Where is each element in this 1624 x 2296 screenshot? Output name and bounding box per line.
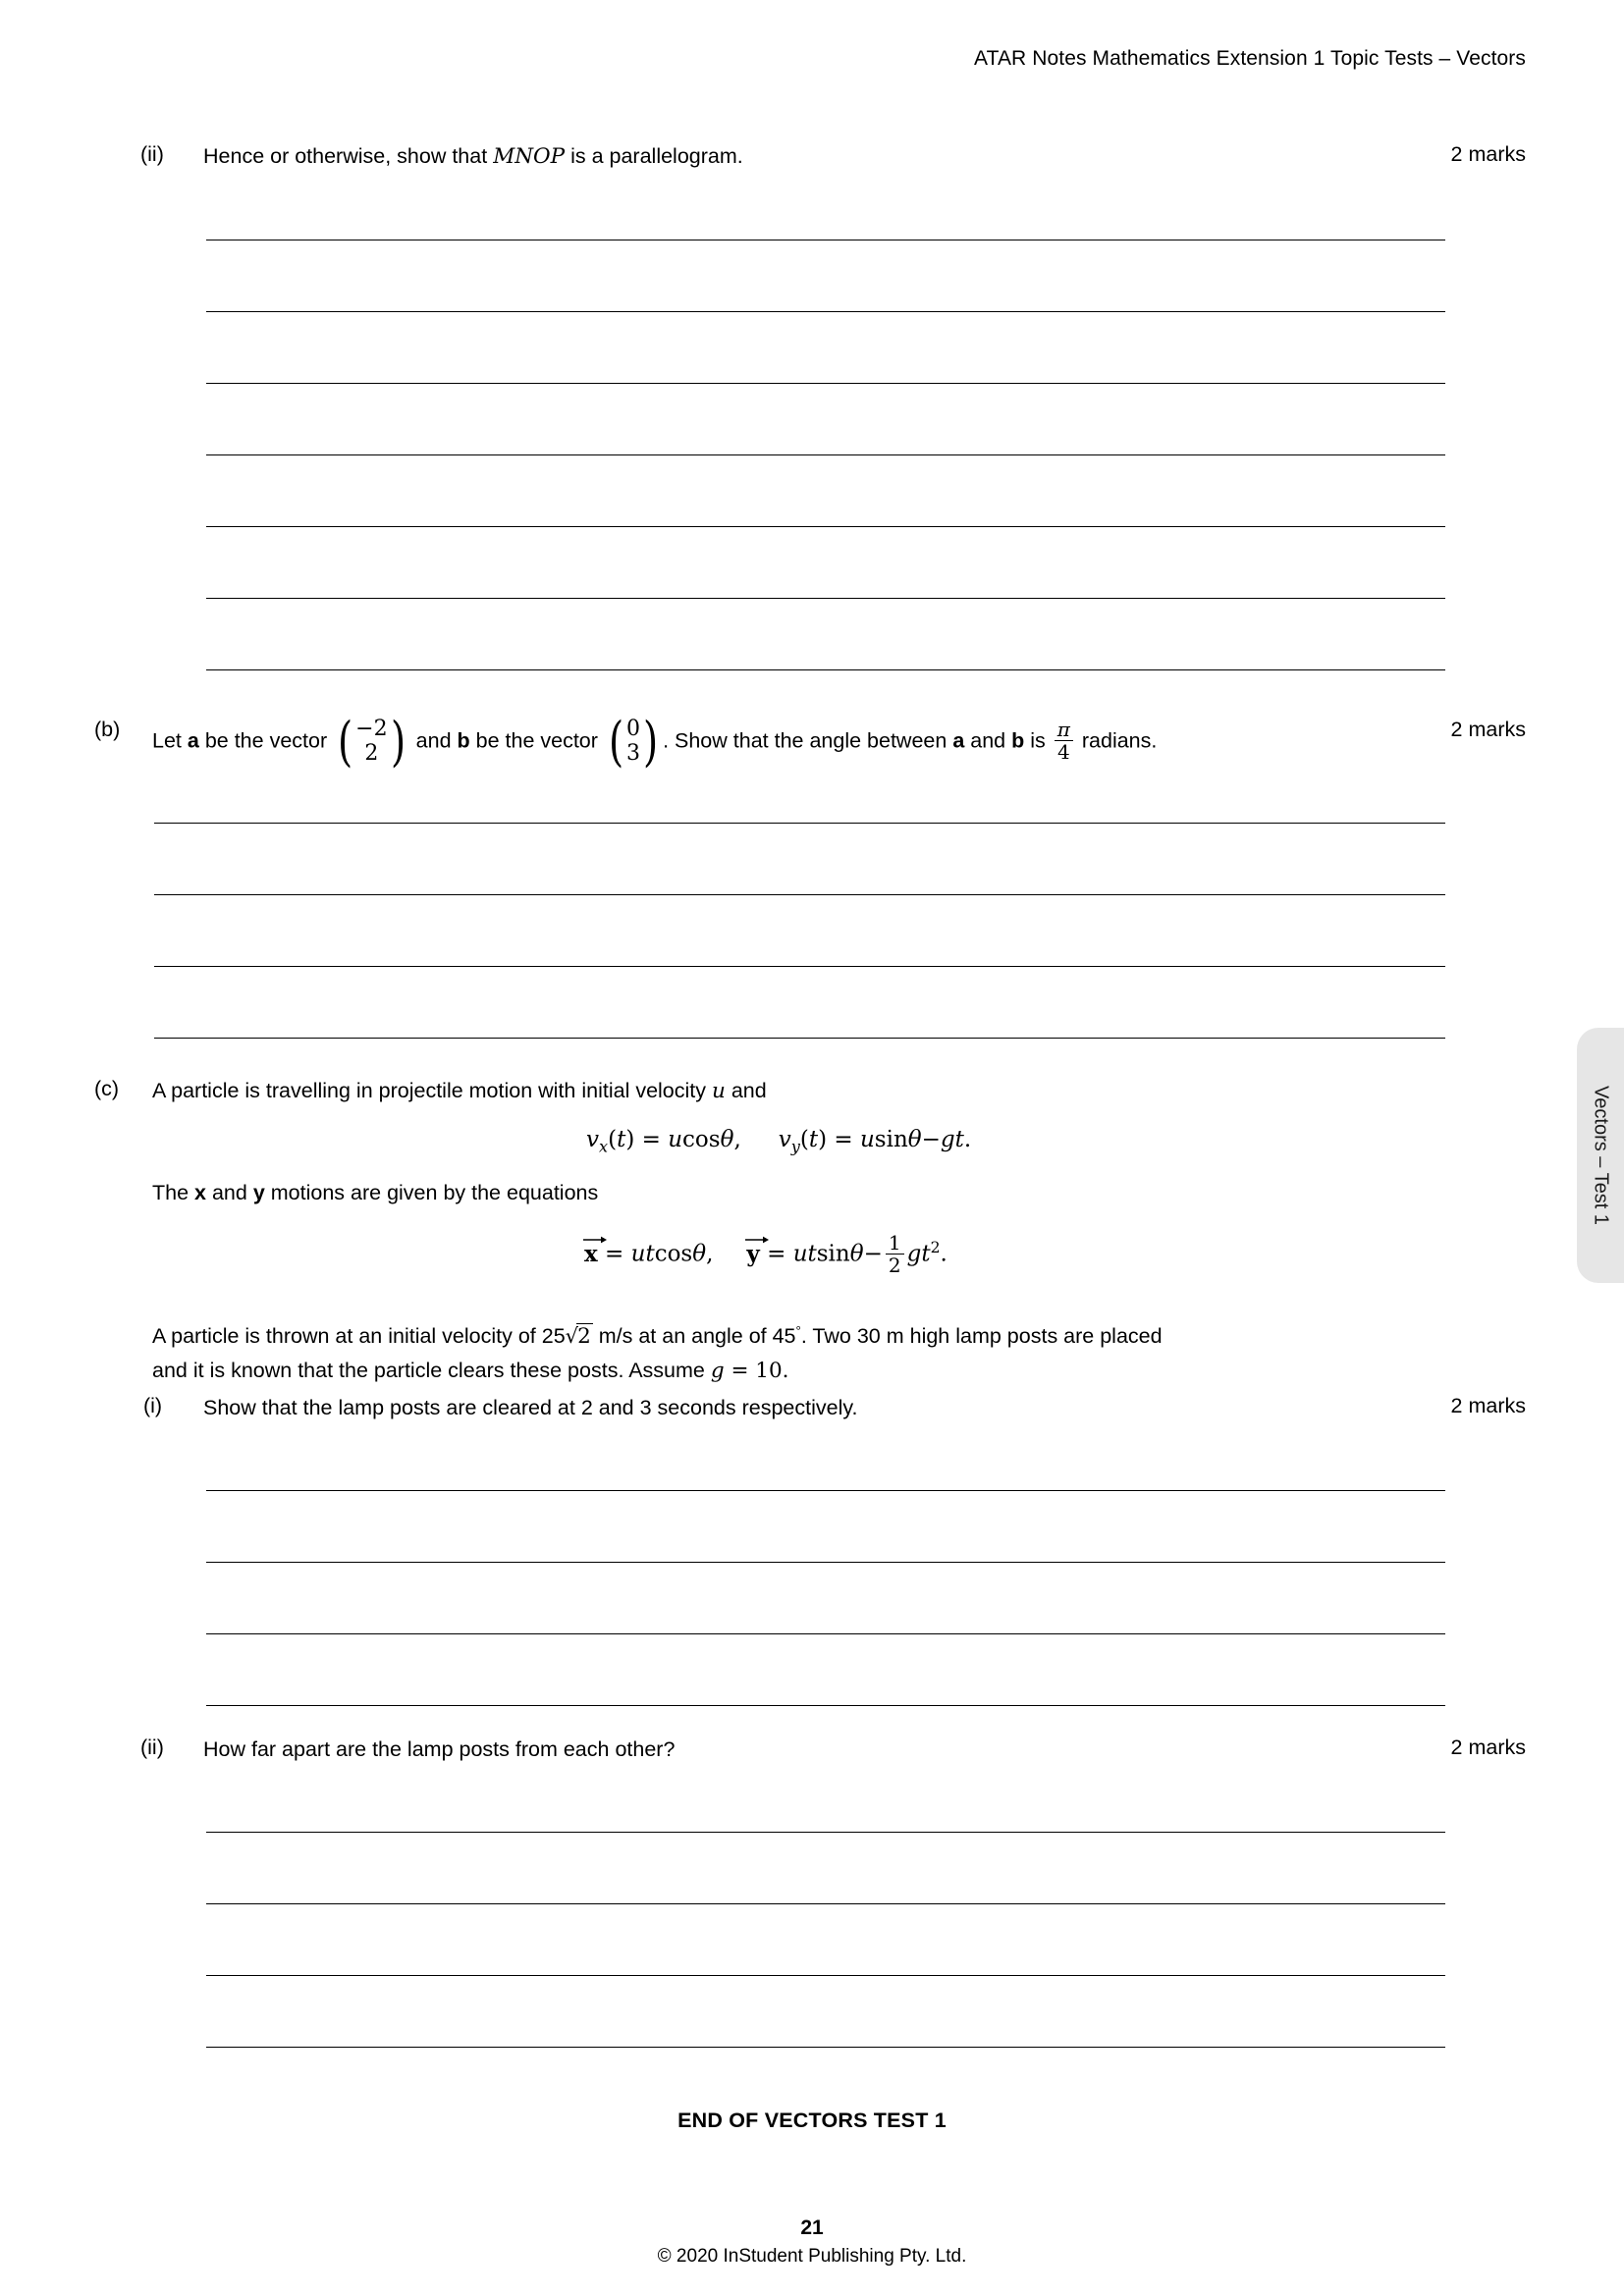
eq2-y: y [746,1240,760,1267]
answer-line [206,1705,1445,1706]
question-b-mid2: and [409,728,458,753]
motion-y-label: y [252,1181,265,1204]
eq1-theta-2: θ [907,1127,922,1152]
fraction-denominator: 4 [1055,740,1073,763]
eq1-t: t [617,1127,626,1152]
question-b-mid5: and [964,728,1012,753]
eq2-theta-2: θ [849,1241,864,1267]
eq1-sub-y: y [790,1137,800,1156]
eq1-equals-2: = [827,1127,860,1152]
marks-b: 2 marks [1450,718,1526,741]
left-paren: ( [338,710,353,773]
motion-x-label: x [194,1181,206,1204]
answer-line [206,383,1445,384]
eq2-period: . [940,1241,947,1267]
side-tab-vectors-test-1 [1577,1028,1624,1283]
question-b-mid1: be the vector [198,728,334,753]
right-arrow-icon [583,1235,607,1244]
vector-y-with-arrow [746,1239,759,1267]
answer-line [154,823,1445,824]
square-root-of-2 [566,1322,593,1351]
question-text-c-i: Show that the lamp posts are cleared at 2 and 3 seconds respectively. [203,1396,858,1419]
fraction-denominator: 2 [886,1254,904,1276]
question-b-tail: radians. [1075,728,1158,753]
eq2-equals-2: = [759,1241,793,1267]
question-c-intro-pre: A particle is travelling in projectile motion with initial velocity [152,1079,712,1102]
eq1-cos: cos [682,1127,721,1152]
answer-line [154,894,1445,895]
eq1-t2: t [808,1127,819,1152]
vector-b-column [606,710,661,773]
vector-a-name: a [187,728,199,753]
eq1-close-paren-2: ) [818,1127,828,1152]
eq2-exponent: 2 [930,1237,941,1256]
answer-line [206,1490,1445,1491]
eq2-g: g [906,1241,922,1267]
motions-post: motions are given by the equations [264,1181,599,1204]
eq1-g: g [940,1127,955,1152]
question-label-c: (c) [94,1077,120,1100]
eq1-minus: − [921,1127,941,1152]
equation-displacement-components [584,1233,947,1277]
right-arrow-icon [745,1235,769,1244]
scenario-line-2 [152,1357,789,1385]
page-header: ATAR Notes Mathematics Extension 1 Topic Tests – Vectors [974,47,1526,70]
side-tab-label: Vectors – Test 1 [1590,1086,1612,1225]
question-text-ii [203,142,743,171]
scenario-1-pre: A particle is thrown at an initial velocity of 25 [152,1324,566,1349]
end-of-test-label: END OF VECTORS TEST 1 [677,2109,947,2132]
vector-a-x: −2 [355,717,388,741]
question-label-c-i: (i) [143,1394,163,1417]
eq1-u2: u [859,1127,875,1152]
right-paren: ) [642,710,659,773]
fraction-pi-over-4 [1055,719,1073,763]
answer-line [206,2047,1445,2048]
vector-a-name-2: a [952,728,965,753]
variable-u: u [712,1079,726,1103]
motions-pre: The [152,1181,195,1204]
radicand: 2 [577,1324,591,1350]
question-b-mid6: is [1024,728,1052,753]
eq2-t: t [921,1241,931,1267]
vector-x-with-arrow [584,1239,598,1267]
eq2-ut: ut [630,1241,655,1267]
question-b-mid4: . Show that the angle between [663,728,953,753]
question-c-intro-post: and [725,1079,767,1102]
eq1-comma: , [733,1127,741,1152]
answer-line [206,454,1445,455]
eq1-u: u [668,1127,683,1152]
page-number: 21 [800,2216,824,2239]
answer-line [206,1903,1445,1904]
equation-velocity-components [586,1127,971,1156]
fraction-one-half [886,1232,904,1276]
answer-line [206,598,1445,599]
eq1-close-paren: ) [625,1127,635,1152]
marks-c-i: 2 marks [1450,1394,1526,1417]
degree-symbol: ° [795,1323,801,1338]
question-ii-text-lead: Hence or otherwise, show that [203,144,494,168]
answer-line [206,311,1445,312]
answer-line [206,526,1445,527]
scenario-1-mid: m/s at an angle of 45 [592,1324,796,1349]
eq2-minus: − [863,1241,883,1267]
marks-c-ii: 2 marks [1450,1735,1526,1759]
marks-ii: 2 marks [1450,142,1526,166]
question-c-motions-line [152,1179,598,1207]
eq1-open-paren-2: ( [799,1127,809,1152]
eq2-cos: cos [654,1241,693,1267]
eq1-period: . [963,1127,972,1152]
answer-line [206,1633,1445,1634]
right-paren: ) [390,710,406,773]
answer-line [206,1832,1445,1833]
vector-a-y: 2 [364,740,379,766]
eq1-t3: t [954,1127,964,1152]
answer-line [154,966,1445,967]
question-label-b: (b) [94,718,121,741]
answer-line [154,1038,1445,1039]
eq1-equals: = [634,1127,669,1152]
eq2-comma: , [706,1241,714,1267]
eq1-v: v [586,1127,599,1152]
question-label-ii: (ii) [140,142,164,166]
question-ii-text-tail: is a parallelogram. [565,144,743,168]
eq2-ut-2: ut [792,1241,817,1267]
vector-b-name-2: b [1011,728,1025,753]
eq1-open-paren: ( [608,1127,618,1152]
scenario-line-1 [152,1322,1163,1351]
scenario-1-post: . Two 30 m high lamp posts are placed [800,1324,1163,1349]
scenario-2-pre: and it is known that the particle clears these posts. Assume [152,1359,711,1382]
eq1-v2: v [778,1127,791,1152]
vector-b-name: b [457,728,470,753]
vector-a-column [335,710,408,773]
answer-line [206,1975,1445,1976]
motions-mid: and [206,1181,253,1204]
question-b-mid3: be the vector [469,728,604,753]
eq2-sin: sin [816,1241,850,1267]
vector-b-x: 0 [625,717,640,741]
scenario-2-post: = 10. [724,1359,789,1383]
copyright-notice: © 2020 InStudent Publishing Pty. Ltd. [657,2246,967,2267]
question-text-c-ii: How far apart are the lamp posts from each other? [203,1737,676,1761]
eq2-theta: θ [692,1241,707,1267]
eq1-sin: sin [874,1127,908,1152]
answer-line [206,1562,1445,1563]
fraction-numerator: π [1056,718,1070,742]
eq2-x: x [584,1240,598,1267]
question-text-b [152,710,1158,773]
variable-g: g [710,1359,725,1383]
question-text-c-intro [152,1077,767,1105]
radical-sign: √ [565,1324,579,1349]
vector-b-y: 3 [625,740,640,766]
eq2-equals: = [597,1241,631,1267]
question-b-lead: Let [152,728,188,753]
answer-line [206,669,1445,670]
question-label-c-ii: (ii) [140,1735,164,1759]
question-ii-mnop: MNOP [493,144,566,169]
fraction-numerator: 1 [888,1231,901,1255]
eq1-theta: θ [720,1127,734,1152]
eq1-sub-x: x [599,1137,609,1156]
left-paren: ( [608,710,624,773]
